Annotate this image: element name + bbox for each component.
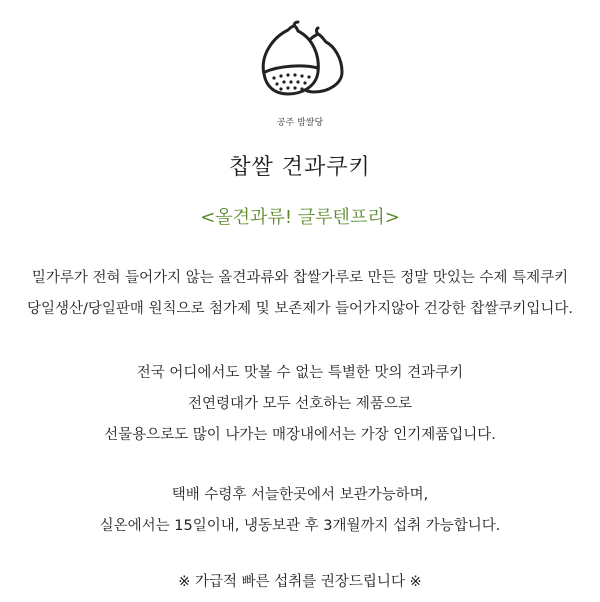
product-subtitle: <올견과류! 글루텐프리> [200, 207, 400, 228]
description-line: 밀가루가 전혀 들어가지 않는 올견과류와 찹쌀가루로 만든 정말 맛있는 수제 특제쿠키 [31, 270, 569, 286]
description-line: 전연령대가 모두 선호하는 제품으로 [188, 396, 412, 412]
description-line: 선물용으로도 많이 나가는 매장내에서는 가장 인기제품입니다. [104, 427, 496, 443]
storage-line: 실온에서는 15일이내, 냉동보관 후 3개월까지 섭취 가능합니다. [99, 518, 501, 534]
chestnut-icon [250, 20, 350, 100]
storage-line: 택배 수령후 서늘한곳에서 보관가능하며, [171, 487, 429, 503]
description-line: 당일생산/당일판매 원칙으로 첨가제 및 보존제가 들어가지않아 건강한 찹쌀쿠키입니다. [26, 301, 573, 317]
consumption-notice: ※ 가급적 빠른 섭취를 권장드립니다 ※ [178, 574, 422, 590]
brand-name: 공주 밤쌀당 [276, 118, 324, 128]
description-line: 전국 어디에서도 맛볼 수 없는 특별한 맛의 견과쿠키 [136, 365, 464, 381]
storage-paragraph [0, 480, 600, 542]
description-paragraph [0, 263, 600, 325]
description-paragraph [0, 358, 600, 451]
product-title: 찹쌀 견과쿠키 [229, 155, 371, 180]
